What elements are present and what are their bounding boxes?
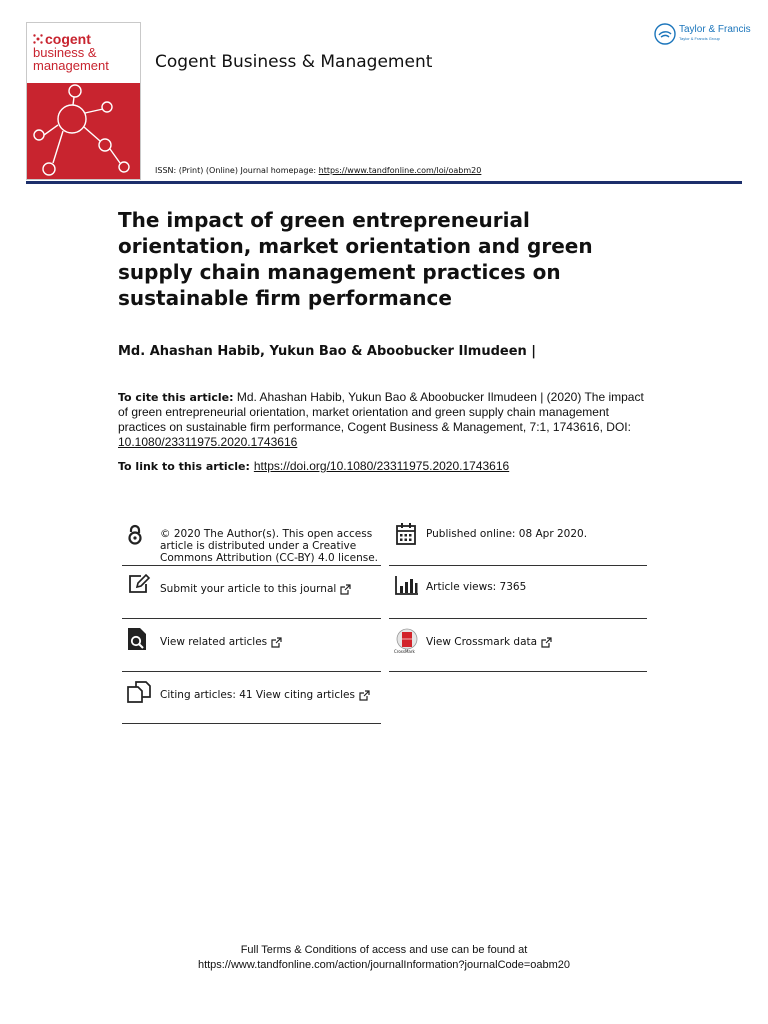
cover-logo bbox=[33, 33, 109, 72]
external-link-icon bbox=[359, 690, 370, 701]
edit-icon bbox=[127, 574, 151, 594]
article-link-line bbox=[118, 459, 509, 473]
footer-line-1: Full Terms & Conditions of access and use can be found at bbox=[240, 944, 528, 956]
grid-rule bbox=[389, 671, 647, 672]
license-line-3: Commons Attribution (CC-BY) 4.0 license. bbox=[160, 552, 379, 564]
article-authors: Md. Ahashan Habib, Yukun Bao & Aboobucker Ilmudeen | bbox=[118, 344, 537, 359]
related-articles-icon bbox=[127, 627, 147, 651]
journal-title: Cogent Business & Management bbox=[155, 52, 433, 72]
grid-rule bbox=[122, 671, 381, 672]
crossmark-label: View Crossmark data bbox=[426, 636, 538, 648]
crossmark-link[interactable] bbox=[426, 636, 552, 648]
external-link-icon bbox=[271, 637, 282, 648]
publisher-group: Taylor & Francis Group bbox=[679, 36, 720, 41]
article-title: The impact of green entrepreneurial orientation, market orientation and green supply chain management practices on sustainable firm performance bbox=[118, 208, 593, 310]
bar-chart-icon bbox=[395, 575, 419, 595]
license-line-2: article is distributed under a Creative bbox=[160, 540, 357, 552]
grid-rule bbox=[122, 618, 381, 619]
cover-artwork bbox=[27, 83, 140, 179]
calendar-icon bbox=[395, 522, 417, 546]
cite-text: Md. Ahashan Habib, Yukun Bao & Aboobucker Ilmudeen | (2020) The impact of green entrepreneurial orientation, market orientation and green supply chain management practices on sustainable firm performance, Cogent Business & Management, 7:1, 1743616, DOI: bbox=[118, 390, 644, 434]
external-link-icon bbox=[541, 637, 552, 648]
publisher-name: Taylor & Francis bbox=[679, 24, 751, 35]
header-rule bbox=[26, 181, 742, 184]
taylor-francis-icon bbox=[654, 23, 676, 45]
footer-terms-link[interactable]: https://www.tandfonline.com/action/journalInformation?journalCode=oabm20 bbox=[197, 959, 571, 971]
grid-rule bbox=[122, 723, 381, 724]
article-views: Article views: 7365 bbox=[426, 581, 527, 593]
license-line-1: © 2020 The Author(s). This open access bbox=[160, 528, 373, 540]
publisher-logo[interactable] bbox=[654, 22, 751, 46]
cover-line3: management bbox=[33, 58, 109, 73]
license-text bbox=[160, 528, 378, 564]
grid-rule bbox=[389, 618, 647, 619]
journal-homepage-link[interactable]: https://www.tandfonline.com/loi/oabm20 bbox=[318, 166, 482, 175]
citing-articles-icon bbox=[127, 680, 151, 704]
external-link-icon bbox=[340, 584, 351, 595]
footer bbox=[0, 943, 768, 973]
submit-article-link[interactable] bbox=[160, 583, 351, 595]
cover-top bbox=[27, 23, 140, 83]
citing-articles-link[interactable] bbox=[160, 689, 370, 701]
related-label: View related articles bbox=[160, 636, 268, 648]
journal-cover bbox=[26, 22, 141, 180]
citation-block bbox=[118, 390, 648, 450]
cogent-mark-icon bbox=[33, 33, 43, 43]
article-doi-link[interactable]: https://doi.org/10.1080/23311975.2020.1743616 bbox=[253, 459, 510, 473]
open-access-icon bbox=[127, 524, 143, 546]
grid-rule bbox=[389, 565, 647, 566]
view-related-link[interactable] bbox=[160, 636, 282, 648]
cite-label: To cite this article: bbox=[118, 391, 234, 404]
published-date: Published online: 08 Apr 2020. bbox=[426, 528, 588, 540]
grid-rule bbox=[122, 565, 381, 566]
submit-label: Submit your article to this journal bbox=[160, 583, 337, 595]
issn-text: ISSN: (Print) (Online) Journal homepage: bbox=[155, 166, 319, 175]
cover-brand: cogent bbox=[45, 31, 91, 47]
citing-label: Citing articles: 41 View citing articles bbox=[160, 689, 355, 701]
cite-doi-link[interactable]: 10.1080/23311975.2020.1743616 bbox=[118, 435, 298, 449]
issn-line bbox=[155, 166, 481, 175]
link-label: To link to this article: bbox=[118, 460, 250, 473]
crossmark-caption: CrossMark bbox=[394, 649, 415, 654]
cover-line2: business & bbox=[33, 45, 97, 60]
